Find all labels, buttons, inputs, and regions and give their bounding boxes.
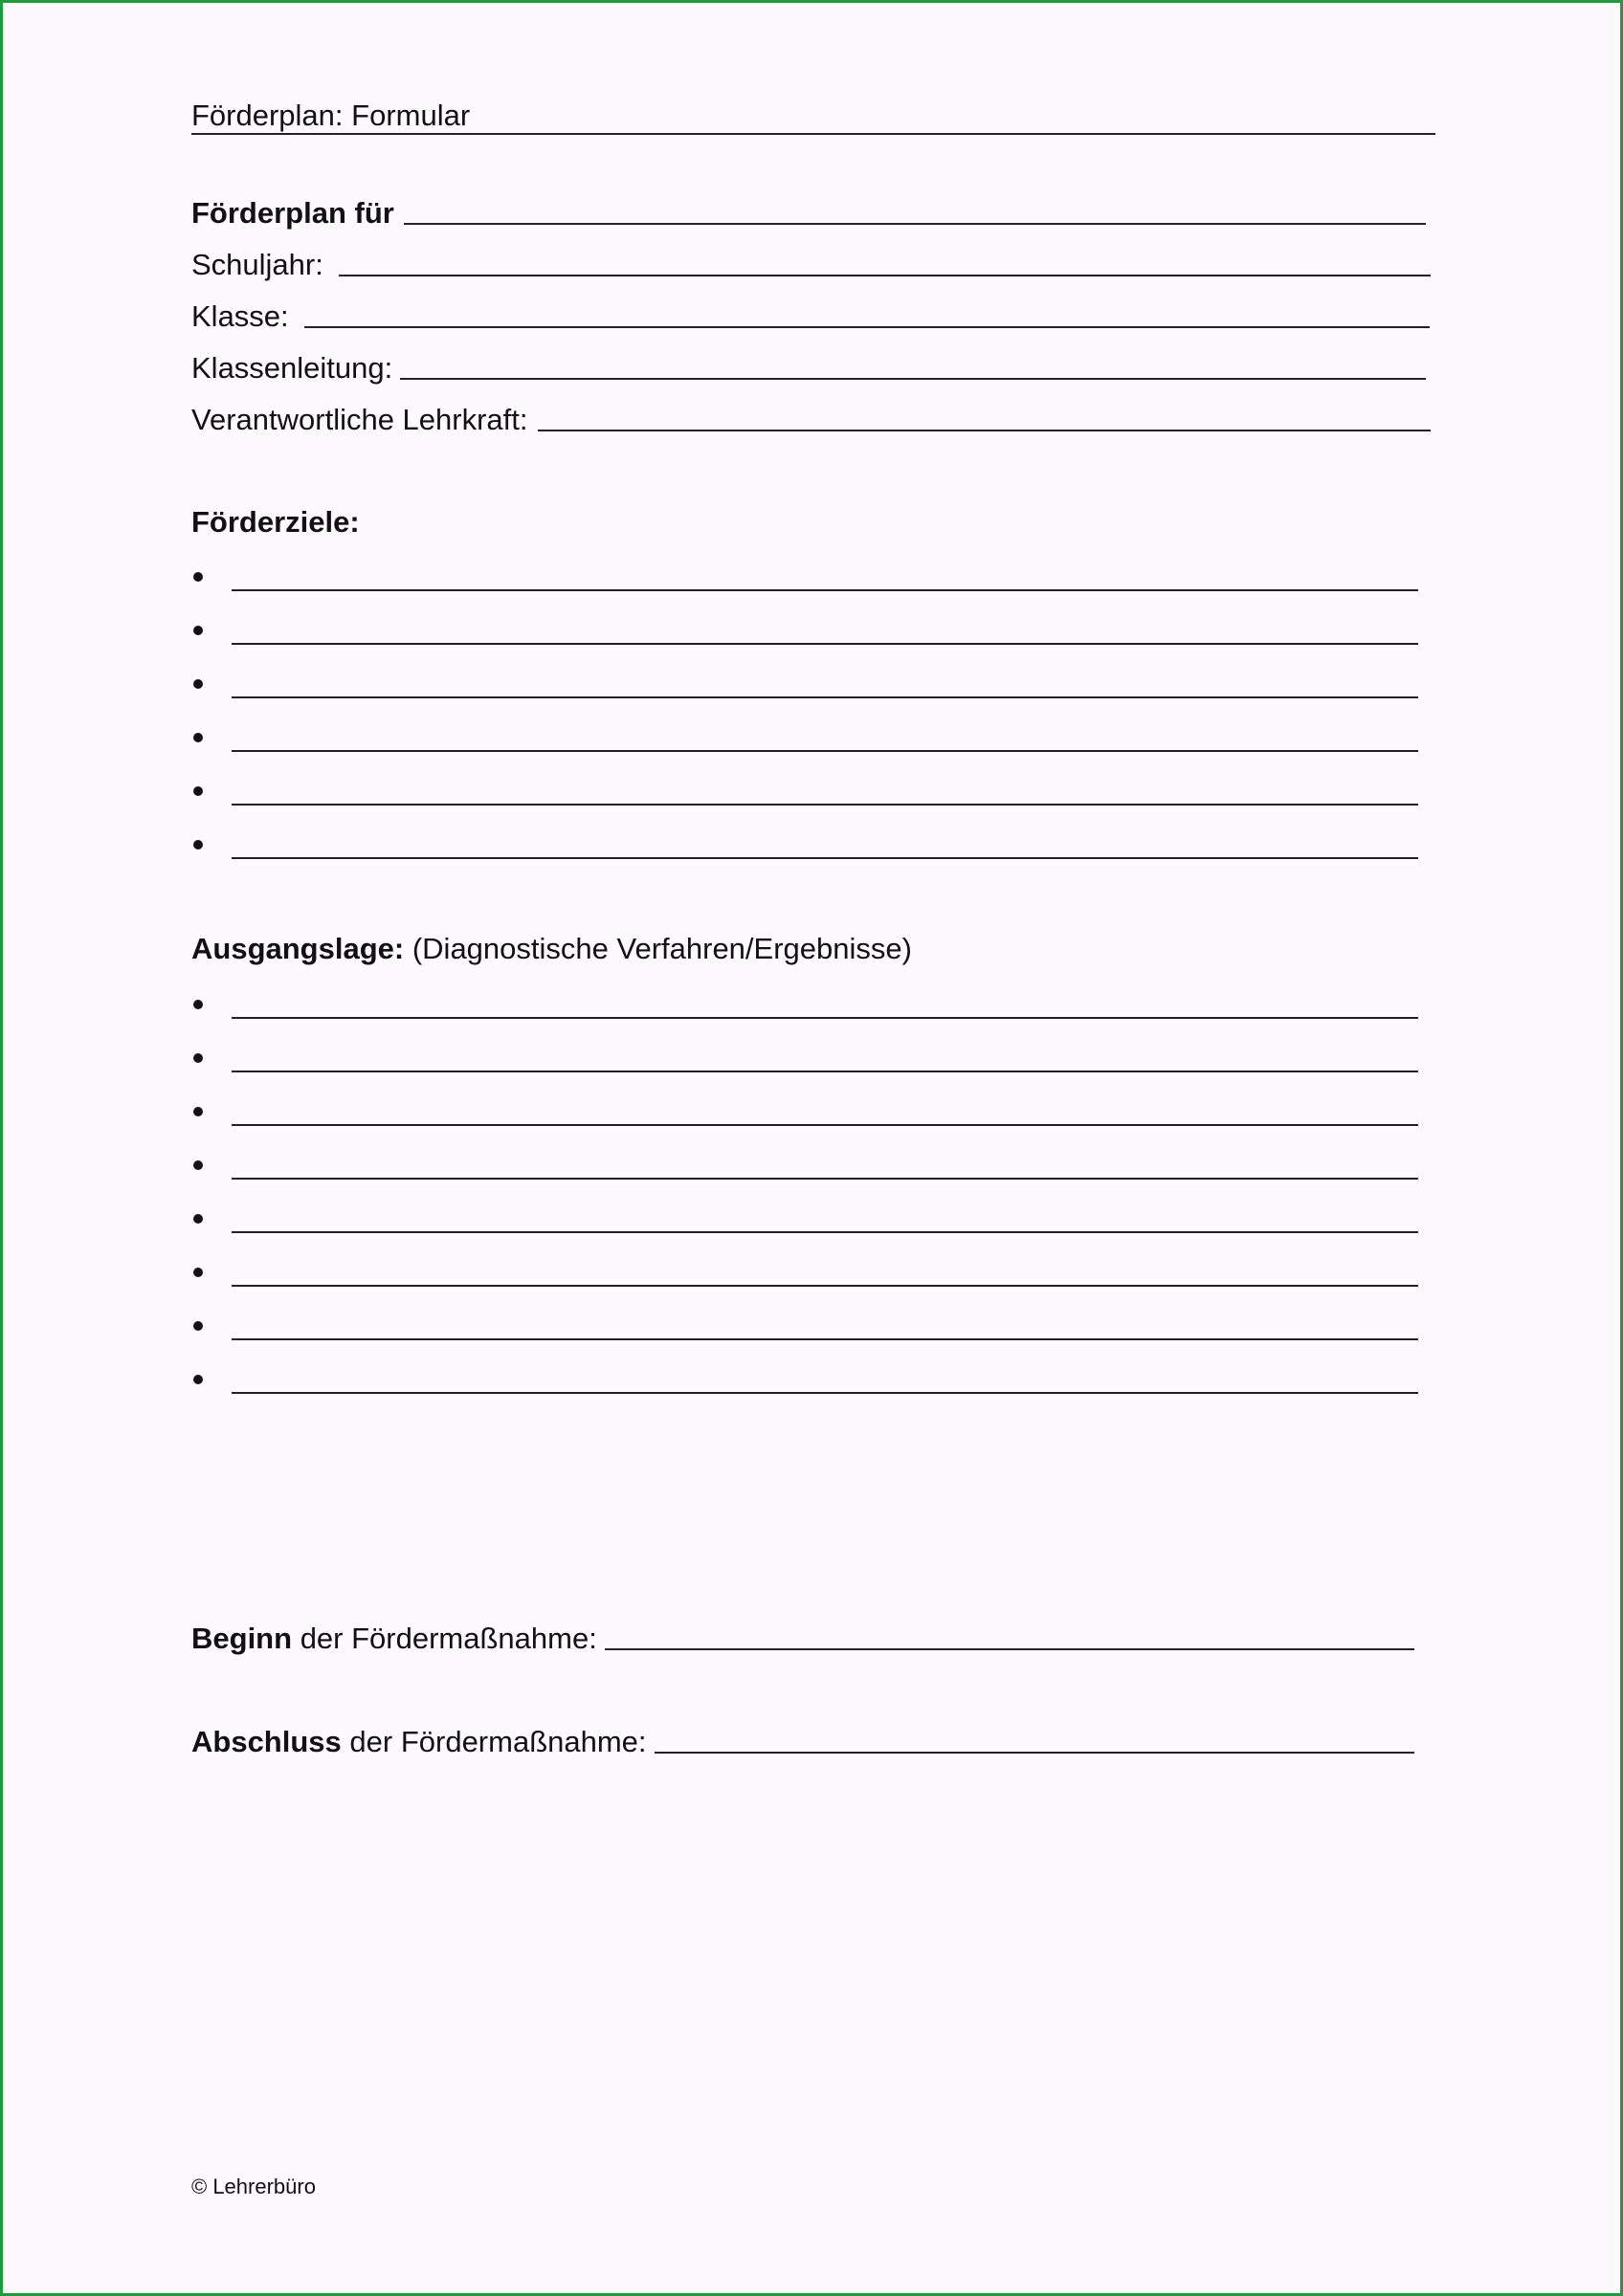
ausgangslage-item (191, 1039, 1418, 1077)
field-line-klasse[interactable] (304, 326, 1430, 328)
ausgangslage-item (191, 1360, 1418, 1399)
field-label-verantwortliche-lehrkraft: Verantwortliche Lehrkraft: (191, 403, 528, 436)
field-label-foerderplan-fuer: Förderplan für (191, 196, 394, 230)
field-beginn (191, 1619, 1414, 1657)
ausgangslage-line[interactable] (232, 1071, 1418, 1072)
abschluss-bold: Abschluss (191, 1725, 342, 1758)
beginn-bold: Beginn (191, 1622, 293, 1655)
field-label-klassenleitung: Klassenleitung: (191, 351, 393, 385)
ausgangslage-line[interactable] (232, 1338, 1418, 1340)
field-klasse (191, 297, 1430, 335)
field-line-klassenleitung[interactable] (400, 378, 1426, 380)
ausgangslage-item (191, 1093, 1418, 1131)
ausgangslage-item (191, 1146, 1418, 1184)
bullet-icon (193, 1053, 203, 1063)
field-klassenleitung (191, 348, 1426, 386)
field-label-klasse: Klasse: (191, 299, 289, 333)
foerderziele-line[interactable] (232, 696, 1418, 698)
bullet-icon (193, 1107, 203, 1116)
field-line-beginn[interactable] (605, 1648, 1414, 1650)
foerderziele-line[interactable] (232, 750, 1418, 752)
bullet-icon (193, 1375, 203, 1384)
bullet-icon (193, 733, 203, 742)
field-verantwortliche-lehrkraft (191, 400, 1431, 438)
foerderziele-heading: Förderziele: (191, 505, 360, 539)
foerderziele-line[interactable] (232, 589, 1418, 591)
ausgangslage-line[interactable] (232, 1124, 1418, 1126)
field-abschluss (191, 1722, 1414, 1760)
ausgangslage-note: (Diagnostische Verfahren/Ergebnisse) (411, 932, 912, 965)
ausgangslage-item (191, 1200, 1418, 1238)
bullet-icon (193, 572, 203, 582)
field-line-foerderplan-fuer[interactable] (404, 223, 1426, 225)
ausgangslage-heading (191, 930, 912, 968)
ausgangslage-line[interactable] (232, 1017, 1418, 1019)
ausgangslage-line[interactable] (232, 1231, 1418, 1233)
foerderziele-line[interactable] (232, 804, 1418, 806)
ausgangslage-line[interactable] (232, 1285, 1418, 1287)
field-line-verantwortliche-lehrkraft[interactable] (538, 430, 1431, 431)
ausgangslage-line[interactable] (232, 1178, 1418, 1180)
foerderziele-line[interactable] (232, 643, 1418, 645)
abschluss-rest: der Fördermaßnahme: (349, 1725, 647, 1758)
page-header (191, 97, 1435, 135)
ausgangslage-item (191, 1307, 1418, 1345)
foerderziele-item (191, 772, 1418, 810)
bullet-icon (193, 1160, 203, 1170)
footer-copyright: © Lehrerbüro (191, 2175, 316, 2198)
ausgangslage-heading-bold: Ausgangslage: (191, 932, 405, 965)
bullet-icon (193, 679, 203, 689)
field-label-schuljahr: Schuljahr: (191, 248, 323, 281)
bullet-icon (193, 1214, 203, 1224)
beginn-rest: der Fördermaßnahme: (300, 1622, 597, 1655)
foerderziele-item (191, 826, 1418, 864)
bullet-icon (193, 840, 203, 850)
foerderziele-item (191, 558, 1418, 596)
foerderziele-item (191, 611, 1418, 650)
bullet-icon (193, 1000, 203, 1009)
ausgangslage-line[interactable] (232, 1392, 1418, 1394)
field-line-abschluss[interactable] (655, 1752, 1414, 1754)
foerderziele-line[interactable] (232, 857, 1418, 859)
field-line-schuljahr[interactable] (339, 275, 1431, 276)
bullet-icon (193, 786, 203, 796)
bullet-icon (193, 1321, 203, 1331)
ausgangslage-item (191, 1253, 1418, 1292)
foerderziele-item (191, 665, 1418, 703)
header-title: Förderplan: Formular (191, 99, 471, 132)
foerderziele-item (191, 718, 1418, 757)
bullet-icon (193, 626, 203, 635)
bullet-icon (193, 1268, 203, 1277)
field-schuljahr (191, 245, 1431, 283)
ausgangslage-item (191, 985, 1418, 1024)
field-foerderplan-fuer (191, 193, 1426, 232)
